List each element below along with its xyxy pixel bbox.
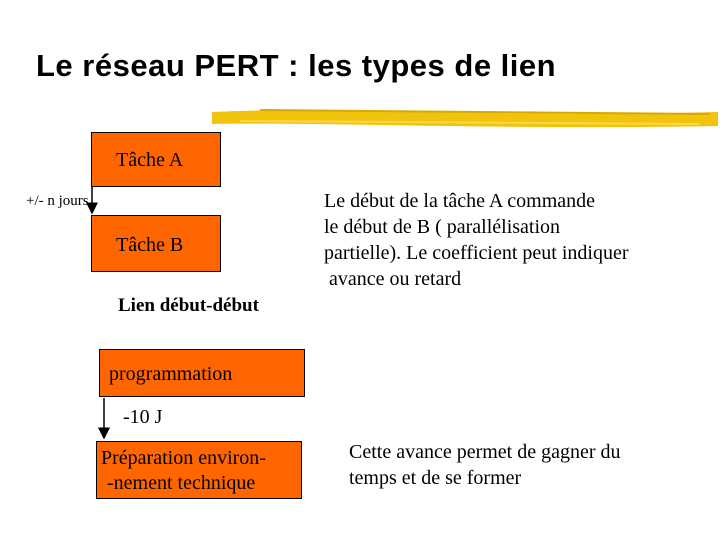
preparation-label-line-1: Préparation environ-	[101, 447, 266, 469]
task-a-label: Tâche A	[116, 149, 184, 171]
programmation-label: programmation	[109, 363, 233, 385]
description-2-line: temps et de se former	[349, 467, 522, 489]
preparation-label-line-2: -nement technique	[107, 472, 256, 494]
lag-label-2: -10 J	[123, 406, 163, 428]
link-type-label: Lien début-début	[118, 295, 259, 316]
description-1-line: avance ou retard	[324, 268, 462, 290]
task-b-label: Tâche B	[116, 234, 184, 256]
description-1-line: le début de B ( parallélisation	[324, 216, 561, 238]
description-2-line: Cette avance permet de gagner du	[349, 441, 621, 463]
lag-label-1: +/- n jours	[26, 193, 89, 209]
slide-title: Le réseau PERT : les types de lien	[36, 48, 557, 83]
description-1-line: partielle). Le coefficient peut indiquer	[324, 242, 629, 264]
description-1-line: Le début de la tâche A commande	[324, 190, 596, 212]
